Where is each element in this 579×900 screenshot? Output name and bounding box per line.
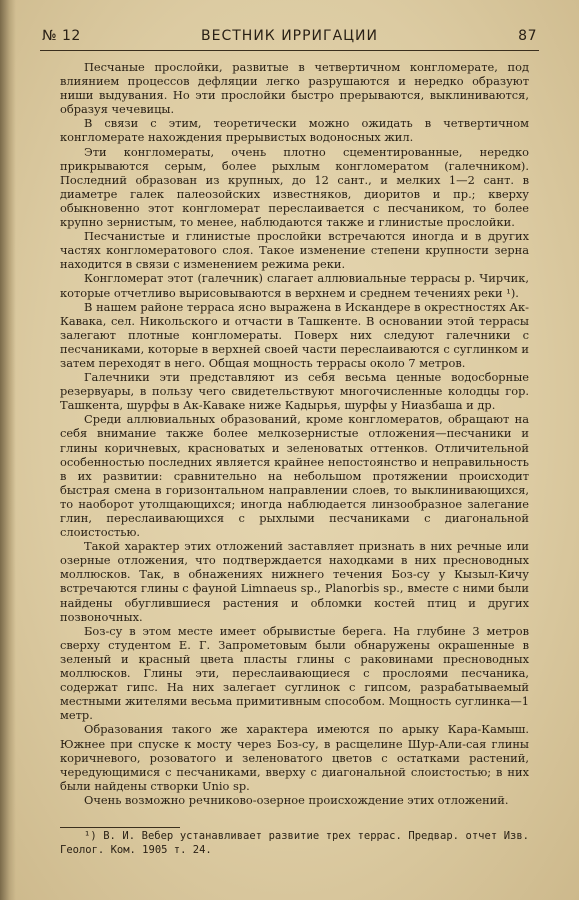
paragraph: В связи с этим, теоретически можно ожидать в четвертичном конгломерате нахождения прерывистых водоносных жил. — [60, 116, 529, 145]
paragraph: Среди аллювиальных образований, кроме конгломератов, обращают на себя внимание также более мелкозернистые отложения—песчаники и глины коричневых, красноватых и зеленоватых оттенков. Отличительной особенностью последних является крайнее непостоянство и неправильность в их развитии: сравнительно на небольшом протяжении происходит быстрая смена в горизонтальном направлении слоев, то выклинивающихся, то наоборот утолщающихся; иногда наблюдается линзообразное залегание глин, переслаивающихся с рыхлыми песчаниками с диагональной слоистостью. — [60, 412, 529, 540]
paragraph: Галечники эти представляют из себя весьма ценные водосборные резервуары, в пользу чего свидетельствуют многочисленные колодцы гор. Ташкента, шурфы в Ак-Каваке ниже Кадырья, шурфы у Ниазбаша и др. — [60, 370, 529, 413]
paragraph: Конгломерат этот (галечник) слагает аллювиальные террасы р. Чирчик, которые отчетливо вырисовываются в верхнем и среднем течениях реки ¹). — [60, 271, 529, 300]
paragraph: В нашем районе терраса ясно выражена в Искандере в окрестностях Ак-Кавака, сел. Никольского и отчасти в Ташкенте. В основании этой террасы залегают плотные конгломераты. Поверх них следуют галечники с песчаниками, которые в верхней своей части переслаиваются с суглинком и затем переходят в него. Общая мощность террасы около 7 метров. — [60, 299, 529, 370]
paragraph: Песчанистые и глинистые прослойки встречаются иногда и в других частях конгломератового слоя. Такое изменение степени крупности зерна находится в связи с изменением режима реки. — [60, 229, 529, 272]
journal-title: ВЕСТНИК ИРРИГАЦИИ — [201, 28, 378, 44]
issue-number: № 12 — [42, 28, 81, 44]
paragraph: Песчаные прослойки, развитые в четвертичном конгломерате, под влиянием процессов дефляции легко разрушаются и нередко образуют ниши выдувания. Но эти прослойки быстро прерываются, выклиниваются, образуя чечевицы. — [60, 60, 529, 117]
paragraph: Эти конгломераты, очень плотно сцементированные, нередко прикрываются серым, более рыхлым конгломератом (галечником). Последний образован из крупных, до 12 сант., и мелких 1—2 сант. в диаметре галек палеозойских известняков, диоритов и пр.; кверху обыкновенно этот конгломерат переслаивается с песчаником, то более крупно зернистым, то менее, наблюдаются также и глинистые прослойки. — [60, 144, 529, 230]
paragraph: Боз-су в этом месте имеет обрывистые берега. На глубине 3 метров сверху студентом Е. Г. Запрометовым были обнаружены окрашенные в зеленый и красный цвета пласты глины с раковинами пресноводных моллюсков. Глины эти, переслаивающиеся с прослоями песчаника, содержат гипс. На них залегает суглинок с гипсом, разрабатываемый местными жителями весьма примитивным способом. Мощность суглинка—1 метр. — [60, 623, 529, 723]
paragraph: Образования такого же характера имеются по арыку Кара-Камыш. Южнее при спуске к мосту через Боз-су, в расщелине Шур-Али-сая глины коричневого, розоватого и зеленоватого цветов с остатками растений, чередующимися с песчаниками, вверху с диагональной слоистостью; в них были найдены створки Unio sp. — [60, 722, 529, 793]
page-header — [42, 24, 537, 48]
footnote-rule — [60, 827, 180, 828]
page-number: 87 — [518, 28, 537, 44]
paragraph: Такой характер этих отложений заставляет признать в них речные или озерные отложения, что подтверждается находками в них пресноводных моллюсков. Так, в обнажениях нижнего течения Боз-су у Кызыл-Кичу встречаются глины с фауной Limnaeus sp., Planorbis sp., вместе с ними были найдены обуглившиеся растения и обломки костей птиц и других позвоночных. — [60, 539, 529, 624]
article-body — [60, 60, 529, 807]
footnote: ¹) В. И. Вебер устанавливает развитие трех террас. Предвар. отчет Изв. Геолог. Ком. 1905 т. 24. — [60, 830, 529, 856]
page-binding-shadow — [0, 0, 16, 900]
header-rule — [40, 50, 539, 51]
paragraph: Очень возможно речниково-озерное происхождение этих отложений. — [84, 792, 509, 807]
